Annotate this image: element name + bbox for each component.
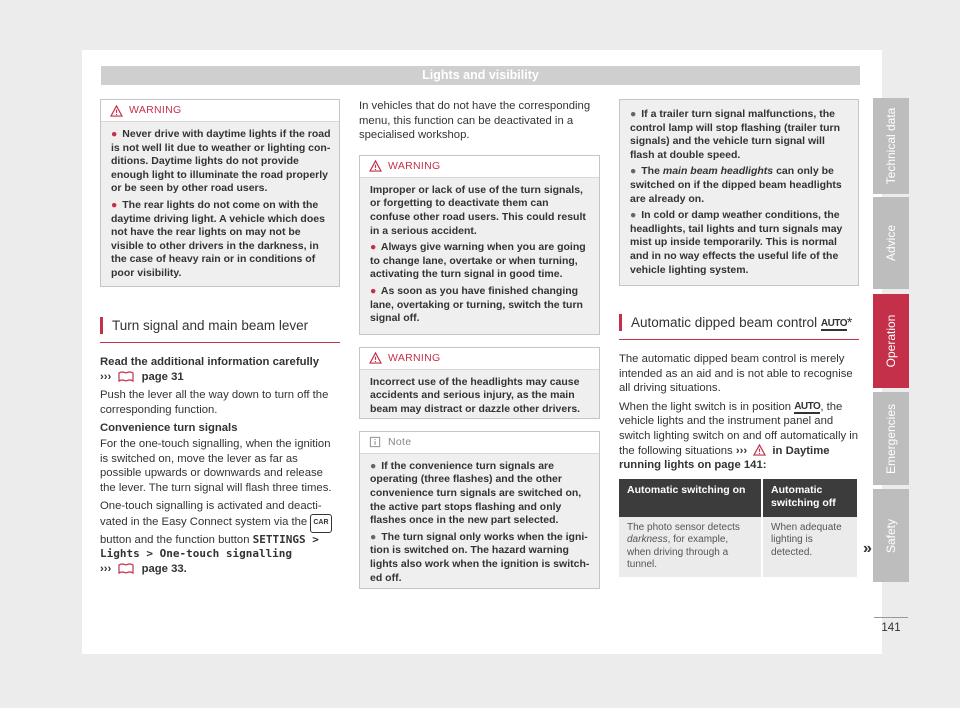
section-title-text: Automatic dipped beam control <box>631 315 818 330</box>
table-cell: When adequate lighting is detected. <box>762 517 858 577</box>
note-item <box>370 460 591 528</box>
warning-box-1 <box>100 99 340 287</box>
note-text: If the convenience turn signals are operating (three flashes) and the other convenience turn signals are switched on, the active part stops flashing and only flashes once in the new part selected. <box>370 459 582 527</box>
section-title <box>619 314 859 331</box>
continue-mark: » <box>863 540 872 557</box>
warning-title: WARNING <box>388 351 441 364</box>
table-row <box>619 517 858 577</box>
warning-icon <box>369 160 382 172</box>
table-header: Automatic switching on <box>619 479 762 517</box>
cell-text: The photo sensor detects <box>627 521 740 533</box>
warning-body <box>101 122 339 292</box>
info-body <box>620 100 858 288</box>
info-text: The <box>641 165 660 178</box>
paragraph-text: , the vehicle lights and the instrument panel and switch lighting switch on and off automatically in the following situations <box>619 400 859 457</box>
warning-header <box>360 156 599 178</box>
bullet-icon: ● <box>370 284 377 297</box>
warning-title: WARNING <box>129 104 182 117</box>
bullet-icon: ● <box>111 128 118 140</box>
page-number: 141 <box>874 617 908 634</box>
warning-text: As soon as you have finished changing lane, overtaking or turning, switch the turn signal off. <box>370 284 583 325</box>
table-header-row <box>619 479 858 517</box>
warning-icon <box>110 105 123 117</box>
read-more-text: Read the additional information carefully <box>100 356 320 368</box>
menu-path: SETTINGS > Lights > One-touch signalling <box>100 532 319 561</box>
paragraph-text: When the light switch is in position <box>619 400 792 413</box>
note-icon <box>369 436 382 448</box>
warning-header <box>101 100 339 122</box>
paragraph-text: One-touch signalling is activated and deactivated in the Easy Connect system via the <box>100 500 322 528</box>
warning-lead: Improper or lack of use of the turn signals, or forgetting to deactivate them can confuse other road users. This could result in a serious accident. <box>370 183 586 237</box>
page-header: Lights and visibility <box>101 66 860 85</box>
paragraph <box>100 499 340 576</box>
bullet-icon: ● <box>630 209 637 222</box>
subheading: Convenience turn signals <box>100 422 238 435</box>
section-title: Turn signal and main beam lever <box>100 317 340 334</box>
column-2 <box>359 99 600 589</box>
info-text: In cold or damp weather conditions, the headlights, tail lights and turn signals may mist up inside temporarily. This is normal and in no way effects the useful life of the vehicle lighting system. <box>630 209 843 276</box>
turn-signal-text <box>100 355 340 576</box>
tab-technical-data[interactable] <box>873 98 909 194</box>
auto-symbol-icon: AUTO <box>820 318 848 329</box>
bullet-icon: ● <box>111 198 118 211</box>
section-rule <box>100 342 340 343</box>
bullet-icon: ● <box>370 459 377 472</box>
paragraph <box>619 400 859 473</box>
warning-body <box>360 178 599 337</box>
tab-advice[interactable] <box>873 197 909 289</box>
cell-text: , for example, when driving through a tunnel. <box>627 534 729 571</box>
note-text: The turn signal only works when the ignition is switched on. The hazard warning lights also work when the ignition is switched off. <box>370 530 590 584</box>
warning-header <box>360 348 599 370</box>
page-link[interactable]: page 31 <box>141 370 184 383</box>
book-link-icon[interactable] <box>117 371 135 382</box>
warning-text: Never drive with daytime lights if the road is not well lit due to weather or lighting conditions. Daytime lights do not provide enough light to illuminate the road properly or be seen by other road users. <box>111 128 331 195</box>
paragraph: In vehicles that do not have the corresponding menu, this function can be deactivated in a specialised workshop. <box>359 100 591 142</box>
info-item <box>630 209 850 277</box>
bullet-icon: ● <box>370 530 377 543</box>
warning-body <box>360 370 599 428</box>
warning-item <box>370 285 591 326</box>
tab-emergencies[interactable] <box>873 392 909 485</box>
read-more-arrow: ››› <box>100 370 112 383</box>
read-more <box>100 355 340 384</box>
warning-icon[interactable] <box>753 444 766 456</box>
info-text: If a trailer turn signal malfunctions, the control lamp will stop flashing (trailer turn signals) and the vehicle turn signal will flash at double speed. <box>630 108 841 161</box>
tab-label: Safety <box>884 518 898 553</box>
section-turn-signal <box>100 317 340 343</box>
tab-operation[interactable] <box>873 294 909 388</box>
paragraph: The automatic dipped beam control is merely intended as an aid and is not able to recognise all driving situations. <box>619 353 853 395</box>
warning-item <box>370 241 591 282</box>
info-item <box>630 108 850 162</box>
note-box <box>359 431 600 589</box>
note-title: Note <box>388 435 412 448</box>
paragraph-text: button and the function button <box>100 533 250 546</box>
section-rule <box>619 339 859 340</box>
asterisk: * <box>847 315 853 330</box>
table-header: Automatic switching off <box>762 479 858 517</box>
tab-label: Technical data <box>884 107 898 185</box>
link-arrow: ››› <box>735 444 748 457</box>
warning-lead: Incorrect use of the headlights may cause accidents and serious injury, as the main beam may distract or dazzle other drivers. <box>370 375 581 415</box>
warning-box-2 <box>359 155 600 335</box>
warning-text: The rear lights do not come on with the daytime driving light. A vehicle which does not have the rear lights on may not be visible to other drivers in the darkness, in the case of heavy rain or in conditions of poor visibility. <box>111 198 325 279</box>
warning-text: Always give warning when you are going to change lane, overtake or when turning, activating the turn signal in good time. <box>370 241 586 281</box>
auto-text <box>619 352 859 473</box>
warning-item <box>111 128 331 196</box>
column-3 <box>619 99 859 577</box>
info-italic: main beam headlights <box>662 165 774 178</box>
info-text: can only be switched on if the dipped beam headlights are already on. <box>630 165 842 205</box>
tab-label: Operation <box>884 314 898 368</box>
bullet-icon: ● <box>630 165 637 178</box>
auto-switch-table <box>619 479 859 577</box>
note-header <box>360 432 599 454</box>
car-button-icon: CAR <box>310 514 331 533</box>
warning-item <box>111 199 331 281</box>
link-arrow: ››› <box>100 562 112 575</box>
paragraph: For the one-touch signalling, when the ignition is switched on, move the lever as far as possible upwards or downwards and release the lever. The turn signal will flash three times. <box>100 437 332 494</box>
tab-label: Emergencies <box>884 403 898 474</box>
warning-box-3 <box>359 347 600 419</box>
info-item <box>630 165 850 206</box>
page-link[interactable]: in Daytime running lights on page 141: <box>619 444 830 472</box>
paragraph: Push the lever all the way down to turn off the corresponding function. <box>100 389 329 416</box>
info-box <box>619 99 859 286</box>
tab-safety[interactable] <box>873 489 909 582</box>
table-cell <box>619 517 762 577</box>
note-item <box>370 531 591 585</box>
bullet-icon: ● <box>630 108 637 120</box>
cell-italic: darkness <box>627 534 668 546</box>
tab-label: Advice <box>884 224 898 262</box>
book-link-icon[interactable] <box>117 563 135 574</box>
section-auto-dipped <box>619 314 859 340</box>
bullet-icon: ● <box>370 241 377 254</box>
note-body <box>360 454 599 596</box>
page-link[interactable]: page 33. <box>141 562 187 575</box>
warning-title: WARNING <box>388 159 441 172</box>
auto-symbol-icon: AUTO <box>794 400 821 412</box>
warning-icon <box>369 352 382 364</box>
column-1 <box>100 99 340 580</box>
